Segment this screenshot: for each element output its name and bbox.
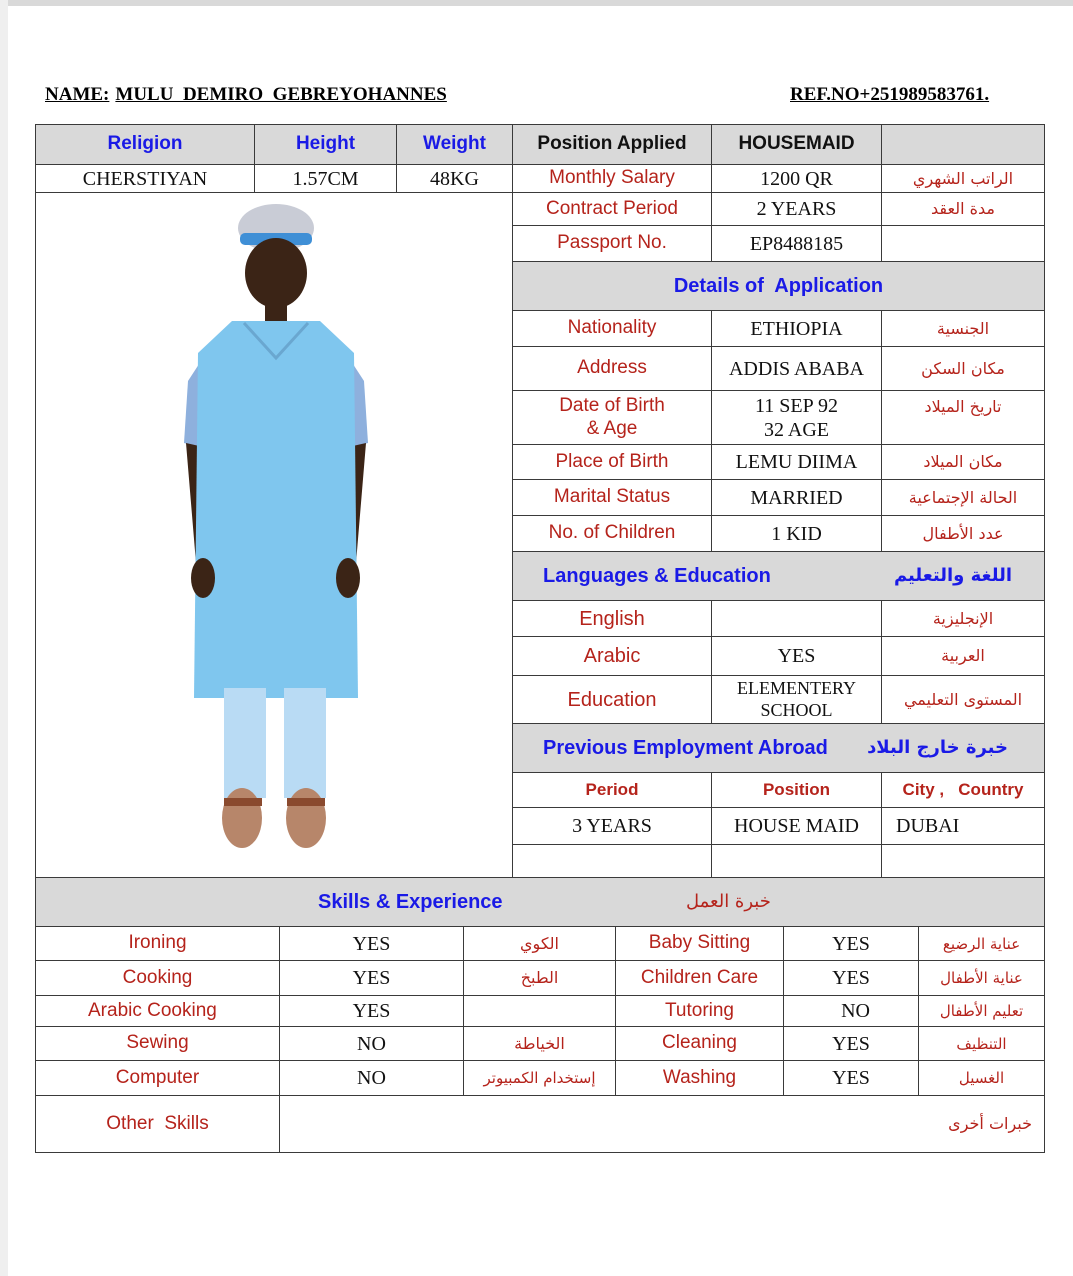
position-applied-ar [881,124,1045,165]
skill-children-care-ar: عناية الأطفال [918,960,1045,996]
employment-country-value: DUBAI [881,807,1045,845]
weight-header: Weight [396,124,513,165]
skill-arabic-cooking-label: Arabic Cooking [35,995,280,1027]
dob-value: 11 SEP 92 32 AGE [711,390,882,445]
address-ar: مكان السكن [881,346,1045,391]
top-edge [0,0,1073,6]
children-label: No. of Children [512,515,712,552]
skill-washing-value: YES [783,1060,919,1096]
skill-washing-ar: الغسيل [918,1060,1045,1096]
english-ar: الإنجليزية [881,600,1045,637]
contract-period-ar: مدة العقد [881,192,1045,226]
children-ar: عدد الأطفال [881,515,1045,552]
dob-label: Date of Birth & Age [512,390,712,445]
nationality-ar: الجنسية [881,310,1045,347]
education-label: Education [512,675,712,724]
details-of-application-header: Details of Application [512,261,1045,311]
left-edge [0,0,8,1276]
marital-status-ar: الحالة الإجتماعية [881,479,1045,516]
arabic-ar: العربية [881,636,1045,676]
dob-ar: تاريخ الميلاد [881,390,1045,445]
address-value: ADDIS ABABA [711,346,882,391]
monthly-salary-label: Monthly Salary [512,164,712,193]
candidate-name-heading: NAME: MULU DEMIRO GEBREYOHANNES [45,84,447,105]
skill-sewing-ar: الخياطة [463,1026,616,1061]
skill-sewing-label: Sewing [35,1026,280,1061]
other-skills-ar: خبرات أخرى [948,1114,1032,1134]
languages-title: Languages & Education [543,565,771,587]
position-applied-value: HOUSEMAID [711,124,882,165]
monthly-salary-value: 1200 QR [711,164,882,193]
skill-ironing-label: Ironing [35,926,280,961]
marital-status-value: MARRIED [711,479,882,516]
skill-baby-sitting-ar: عناية الرضيع [918,926,1045,961]
place-of-birth-ar: مكان الميلاد [881,444,1045,480]
employment-period-value: 3 YEARS [512,807,712,845]
religion-header: Religion [35,124,255,165]
arabic-value: YES [711,636,882,676]
passport-label: Passport No. [512,225,712,262]
height-value: 1.57CM [254,164,397,193]
col-city-country: City , Country [881,772,1045,808]
contract-period-label: Contract Period [512,192,712,226]
skills-experience-header [35,877,1045,927]
monthly-salary-ar: الراتب الشهري [881,164,1045,193]
skill-arabic-cooking-ar [463,995,616,1027]
candidate-photo [36,193,512,876]
english-value [711,600,882,637]
skill-computer-label: Computer [35,1060,280,1096]
height-header: Height [254,124,397,165]
reference-number: REF.NO+251989583761. [790,84,990,105]
skill-arabic-cooking-value: YES [279,995,464,1027]
skill-cleaning-value: YES [783,1026,919,1061]
passport-value: EP8488185 [711,225,882,262]
employment-title-ar: خبرة خارج البلاد [867,737,1008,759]
nationality-value: ETHIOPIA [711,310,882,347]
education-ar: المستوى التعليمي [881,675,1045,724]
english-label: English [512,600,712,637]
other-skills-label: Other Skills [35,1095,280,1153]
skill-baby-sitting-value: YES [783,926,919,961]
skill-tutoring-value: NO [783,995,919,1027]
skill-children-care-label: Children Care [615,960,784,996]
col-position: Position [711,772,882,808]
other-skills-value [279,1095,1045,1153]
skill-cooking-ar: الطبخ [463,960,616,996]
employment-empty-cell [512,844,712,878]
nationality-label: Nationality [512,310,712,347]
skill-tutoring-label: Tutoring [615,995,784,1027]
languages-education-header [512,551,1045,601]
skill-cooking-label: Cooking [35,960,280,996]
skill-ironing-ar: الكوي [463,926,616,961]
marital-status-label: Marital Status [512,479,712,516]
skill-cleaning-ar: التنظيف [918,1026,1045,1061]
skill-sewing-value: NO [279,1026,464,1061]
place-of-birth-label: Place of Birth [512,444,712,480]
contract-period-value: 2 YEARS [711,192,882,226]
languages-title-ar: اللغة والتعليم [893,565,1012,587]
skill-computer-ar: إستخدام الكمبيوتر [463,1060,616,1096]
employment-empty-cell [881,844,1045,878]
place-of-birth-value: LEMU DIIMA [711,444,882,480]
education-value: ELEMENTERY SCHOOL [711,675,882,724]
skill-children-care-value: YES [783,960,919,996]
col-period: Period [512,772,712,808]
skill-cooking-value: YES [279,960,464,996]
previous-employment-header [512,723,1045,773]
weight-value: 48KG [396,164,513,193]
skill-ironing-value: YES [279,926,464,961]
employment-empty-cell [711,844,882,878]
employment-title: Previous Employment Abroad [543,737,828,759]
skill-tutoring-ar: تعليم الأطفال [918,995,1045,1027]
employment-position-value: HOUSE MAID [711,807,882,845]
skill-baby-sitting-label: Baby Sitting [615,926,784,961]
children-value: 1 KID [711,515,882,552]
religion-value: CHERSTIYAN [35,164,255,193]
skill-cleaning-label: Cleaning [615,1026,784,1061]
skills-title: Skills & Experience [318,891,503,913]
address-label: Address [512,346,712,391]
passport-ar [881,225,1045,262]
skills-title-ar: خبرة العمل [686,891,771,913]
arabic-label: Arabic [512,636,712,676]
skill-washing-label: Washing [615,1060,784,1096]
skill-computer-value: NO [279,1060,464,1096]
candidate-name: MULU DEMIRO GEBREYOHANNES [115,84,447,105]
position-applied-label: Position Applied [512,124,712,165]
